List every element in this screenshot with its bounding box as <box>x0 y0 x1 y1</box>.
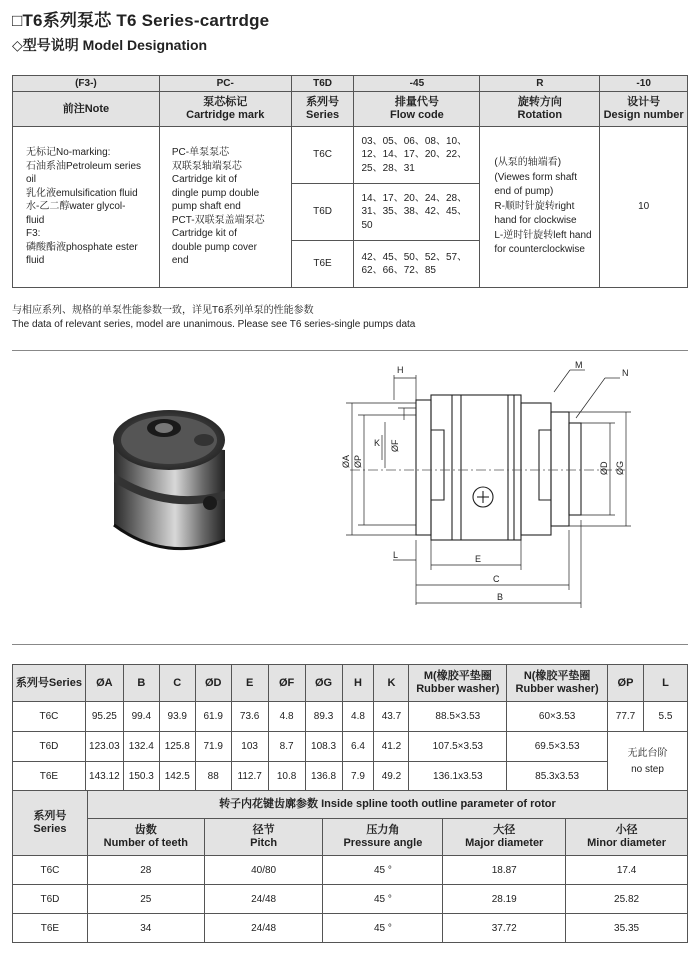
cell: 89.3 <box>305 702 342 732</box>
designation-label-row <box>13 92 688 127</box>
header-line: ØD <box>204 676 222 689</box>
header-line: B <box>137 676 146 689</box>
rotation-line: (Viewes form shaft <box>494 171 577 183</box>
cell: 123.03 <box>85 732 123 762</box>
cell: 4.8 <box>268 702 305 732</box>
dim-label-n: N <box>622 368 629 378</box>
col-header <box>195 665 231 702</box>
cell: 85.3x3.53 <box>507 762 608 792</box>
cell: T6E <box>13 914 88 943</box>
cell: T6D <box>13 885 88 914</box>
flow-code-cell <box>354 184 480 241</box>
cell: 112.7 <box>231 762 268 792</box>
cartridge-line: PC-单泵泵芯 <box>171 147 230 159</box>
flow-line: 50 <box>361 219 373 231</box>
cartridge-flange <box>416 400 431 535</box>
divider <box>12 644 688 645</box>
header-en: Major diameter <box>465 837 544 850</box>
cell: 24/48 <box>204 914 323 943</box>
dim-label-b: B <box>497 592 504 602</box>
cell: 99.4 <box>123 702 159 732</box>
cell: 143.12 <box>85 762 123 792</box>
rotation-line: R-顺时针旋转right <box>494 200 575 212</box>
divider <box>12 350 688 351</box>
cell: 77.7 <box>608 702 644 732</box>
cell: 71.9 <box>195 732 231 762</box>
dim-label-g: ØG <box>615 460 625 475</box>
col-header <box>204 819 323 856</box>
dim-label-e: E <box>475 554 482 564</box>
cell: 34 <box>87 914 204 943</box>
flow-line: 12、14、17、20、22、 <box>361 149 468 161</box>
cell: 136.1x3.53 <box>409 762 507 792</box>
no-step-en: no step <box>631 763 664 775</box>
cell: T6D <box>13 732 86 762</box>
series-cell: T6C <box>291 127 354 184</box>
header-line: ØA <box>96 676 113 689</box>
model-designation-table <box>12 75 688 288</box>
table-row <box>13 914 688 943</box>
label-cn: 泵芯标记 <box>203 96 248 108</box>
spline-title: 转子内花键齿廓参数 Inside spline tooth outline parameter of rotor <box>87 791 687 819</box>
cell: 10.8 <box>268 762 305 792</box>
label-cell <box>159 92 291 127</box>
label-cell <box>291 92 354 127</box>
label-cn: 系列号 <box>306 96 340 108</box>
cartridge-line: dingle pump double <box>171 187 260 199</box>
col-header <box>13 665 86 702</box>
cell: 28.19 <box>443 885 566 914</box>
cell: 8.7 <box>268 732 305 762</box>
flow-code-cell <box>354 127 480 184</box>
cell: 7.9 <box>342 762 374 792</box>
spline-header-row <box>13 819 688 856</box>
cell: 73.6 <box>231 702 268 732</box>
flow-line: 31、35、38、42、45、 <box>361 206 468 218</box>
cell: 108.3 <box>305 732 342 762</box>
cell: 41.2 <box>374 732 409 762</box>
cell: T6C <box>13 702 86 732</box>
header-en: Pitch <box>250 837 278 850</box>
col-header <box>507 665 608 702</box>
col-header <box>268 665 305 702</box>
cell: T6C <box>13 856 88 885</box>
col-header <box>159 665 195 702</box>
dim-label-c: C <box>493 574 500 584</box>
cell: 6.4 <box>342 732 374 762</box>
dim-label-h: H <box>397 365 404 375</box>
col-header <box>305 665 342 702</box>
cell: 60×3.53 <box>507 702 608 732</box>
series-header <box>13 791 88 856</box>
note-line: fluid <box>26 255 45 267</box>
label-en: Design number <box>603 109 684 121</box>
flow-line: 42、45、50、52、57、 <box>361 251 468 263</box>
spline-table <box>12 790 688 943</box>
note-line: 石油系油Petroleum series <box>26 160 142 172</box>
note-cell <box>13 127 160 288</box>
dim-label-l: L <box>393 550 399 560</box>
cell: 150.3 <box>123 762 159 792</box>
cell: 61.9 <box>195 702 231 732</box>
section-subtitle: ◇型号说明 Model Designation <box>12 37 208 53</box>
cell: 25 <box>87 885 204 914</box>
cartridge-photo <box>100 395 270 565</box>
dim-label-a: ØA <box>341 454 351 468</box>
designation-row-t6c <box>13 127 688 184</box>
dimensions-header-row <box>13 665 688 702</box>
note-cn: 与相应系列、规格的单泵性能参数一致，详见T6系列单泵的性能参数 <box>12 305 314 316</box>
col-header <box>123 665 159 702</box>
cartridge-line: 双联泵轴端泵芯 <box>171 160 242 172</box>
page-title: □T6系列泵芯 T6 Series-cartrdge <box>12 11 270 30</box>
dim-label-p: ØP <box>353 454 363 468</box>
series-cell: T6D <box>291 184 354 241</box>
flow-line: 62、66、72、85 <box>361 265 436 276</box>
table-row <box>13 702 688 732</box>
col-header <box>87 819 204 856</box>
header-line: 系列号Series <box>15 676 82 689</box>
series-cell: T6E <box>291 241 354 288</box>
cartridge-line: Cartridge kit of <box>171 228 237 240</box>
cell: 40/80 <box>204 856 323 885</box>
label-cn: 旋转方向 <box>517 96 562 108</box>
cell: 43.7 <box>374 702 409 732</box>
flow-line: 14、17、20、24、28、 <box>361 192 468 204</box>
code-cell: R <box>480 76 600 92</box>
cell: 107.5×3.53 <box>409 732 507 762</box>
label-cn: 排量代号 <box>394 96 439 108</box>
note-line: 乳化液emulsification fluid <box>26 187 138 199</box>
header-cn: 大径 <box>493 824 516 837</box>
label-en: Rotation <box>517 109 563 121</box>
table-row <box>13 885 688 914</box>
header-line: ØG <box>314 676 333 689</box>
col-header <box>608 665 644 702</box>
cell: 24/48 <box>204 885 323 914</box>
cell: 37.72 <box>443 914 566 943</box>
cartridge-line: Cartridge kit of <box>171 174 237 186</box>
cartridge-drawing <box>325 360 645 620</box>
label-cell <box>480 92 600 127</box>
cell: 25.82 <box>566 885 688 914</box>
header-line: M(橡胶平垫圈 <box>423 670 492 682</box>
rotation-line: end of pump) <box>494 186 554 198</box>
label-en: Flow code <box>390 109 444 121</box>
col-header <box>409 665 507 702</box>
header-cn: 径节 <box>252 824 275 837</box>
cell: 103 <box>231 732 268 762</box>
note-line: F3: <box>26 228 41 240</box>
header-line: C <box>173 676 182 689</box>
cell: 142.5 <box>159 762 195 792</box>
cell: 49.2 <box>374 762 409 792</box>
header-line: ØF <box>278 676 295 689</box>
rotation-line: for counterclockwise <box>494 244 585 256</box>
cartridge-line: pump shaft end <box>171 201 241 213</box>
header-line: L <box>662 676 669 689</box>
rotation-cell <box>480 127 600 288</box>
col-header <box>643 665 687 702</box>
label-cell <box>354 92 480 127</box>
cell: 88 <box>195 762 231 792</box>
header-line: Rubber washer) <box>515 683 599 695</box>
header-line: K <box>387 676 396 689</box>
dim-label-m: M <box>575 360 583 370</box>
header-line: E <box>245 676 254 689</box>
no-step-cell <box>608 732 688 792</box>
note-line: 无标记No-marking: <box>26 147 111 159</box>
rotation-line: hand for clockwise <box>494 215 577 227</box>
label-cell <box>600 92 688 127</box>
cell: 95.25 <box>85 702 123 732</box>
cell: 18.87 <box>443 856 566 885</box>
col-header <box>443 819 566 856</box>
header-line: Rubber washer) <box>416 683 500 695</box>
label-cn: 设计号 <box>627 96 661 108</box>
code-cell: T6D <box>291 76 354 92</box>
cell: 88.5×3.53 <box>409 702 507 732</box>
dim-label-k: K <box>374 438 381 448</box>
flow-code-cell <box>354 241 480 288</box>
cell: 125.8 <box>159 732 195 762</box>
col-header <box>342 665 374 702</box>
series-header-en: Series <box>33 823 67 835</box>
code-cell: -45 <box>354 76 480 92</box>
cartridge-line: end <box>171 255 189 267</box>
flow-line: 25、28、31 <box>361 162 415 174</box>
cell: 35.35 <box>566 914 688 943</box>
cell: 17.4 <box>566 856 688 885</box>
header-en: Number of teeth <box>103 837 188 850</box>
cell: 45 ° <box>323 856 443 885</box>
notes <box>12 304 415 331</box>
header-en: Pressure angle <box>343 837 423 850</box>
col-header <box>566 819 688 856</box>
table-row <box>13 762 688 792</box>
rotation-line: (从泵的轴端看) <box>494 157 562 169</box>
header-line: ØP <box>617 676 634 689</box>
cartridge-line: double pump cover <box>171 241 257 253</box>
header-line: N(橡胶平垫圈 <box>523 670 591 682</box>
no-step-cn: 无此台阶 <box>627 747 668 759</box>
dim-label-d: ØD <box>599 461 609 475</box>
note-en: The data of relevant series, model are unanimous. Please see T6 series-single pumps data <box>12 318 416 330</box>
header-cn: 压力角 <box>366 824 400 837</box>
cell: 69.5×3.53 <box>507 732 608 762</box>
cell: 5.5 <box>643 702 687 732</box>
cell: 4.8 <box>342 702 374 732</box>
note-line: fluid <box>26 214 45 226</box>
design-number-cell: 10 <box>600 127 688 288</box>
col-header <box>85 665 123 702</box>
col-header <box>231 665 268 702</box>
rotation-line: L-逆时针旋转left hand <box>494 229 592 241</box>
code-cell: (F3-) <box>13 76 160 92</box>
col-header <box>374 665 409 702</box>
dimensions-table <box>12 664 688 792</box>
cell: 136.8 <box>305 762 342 792</box>
dim-label-f: ØF <box>390 439 400 452</box>
col-header <box>323 819 443 856</box>
designation-code-row <box>13 76 688 92</box>
cell: 45 ° <box>323 885 443 914</box>
label-cn: 前注Note <box>62 102 110 115</box>
note-line: 水-乙二醇water glycol- <box>26 201 126 213</box>
code-cell: -10 <box>600 76 688 92</box>
label-cell <box>13 92 160 127</box>
table-row <box>13 732 688 762</box>
cell: 132.4 <box>123 732 159 762</box>
header-line: H <box>354 676 362 689</box>
note-line: oil <box>26 174 37 186</box>
cell: 28 <box>87 856 204 885</box>
table-row <box>13 856 688 885</box>
cell: 45 ° <box>323 914 443 943</box>
header-cn: 齿数 <box>134 824 157 837</box>
spline-title-row <box>13 791 688 819</box>
header-cn: 小径 <box>615 824 638 837</box>
cartridge-line: PCT-双联泵盖端泵芯 <box>171 214 265 226</box>
note-line: 磷酸酯液phosphate ester <box>26 241 138 253</box>
cell: T6E <box>13 762 86 792</box>
code-cell: PC- <box>159 76 291 92</box>
label-en: Cartridge mark <box>186 109 265 121</box>
series-header-cn: 系列号 <box>33 810 67 822</box>
cartridge-mark-cell <box>159 127 291 288</box>
header-en: Minor diameter <box>587 837 666 850</box>
label-en: Series <box>306 109 340 121</box>
cell: 93.9 <box>159 702 195 732</box>
flow-line: 03、05、06、08、10、 <box>361 135 468 147</box>
